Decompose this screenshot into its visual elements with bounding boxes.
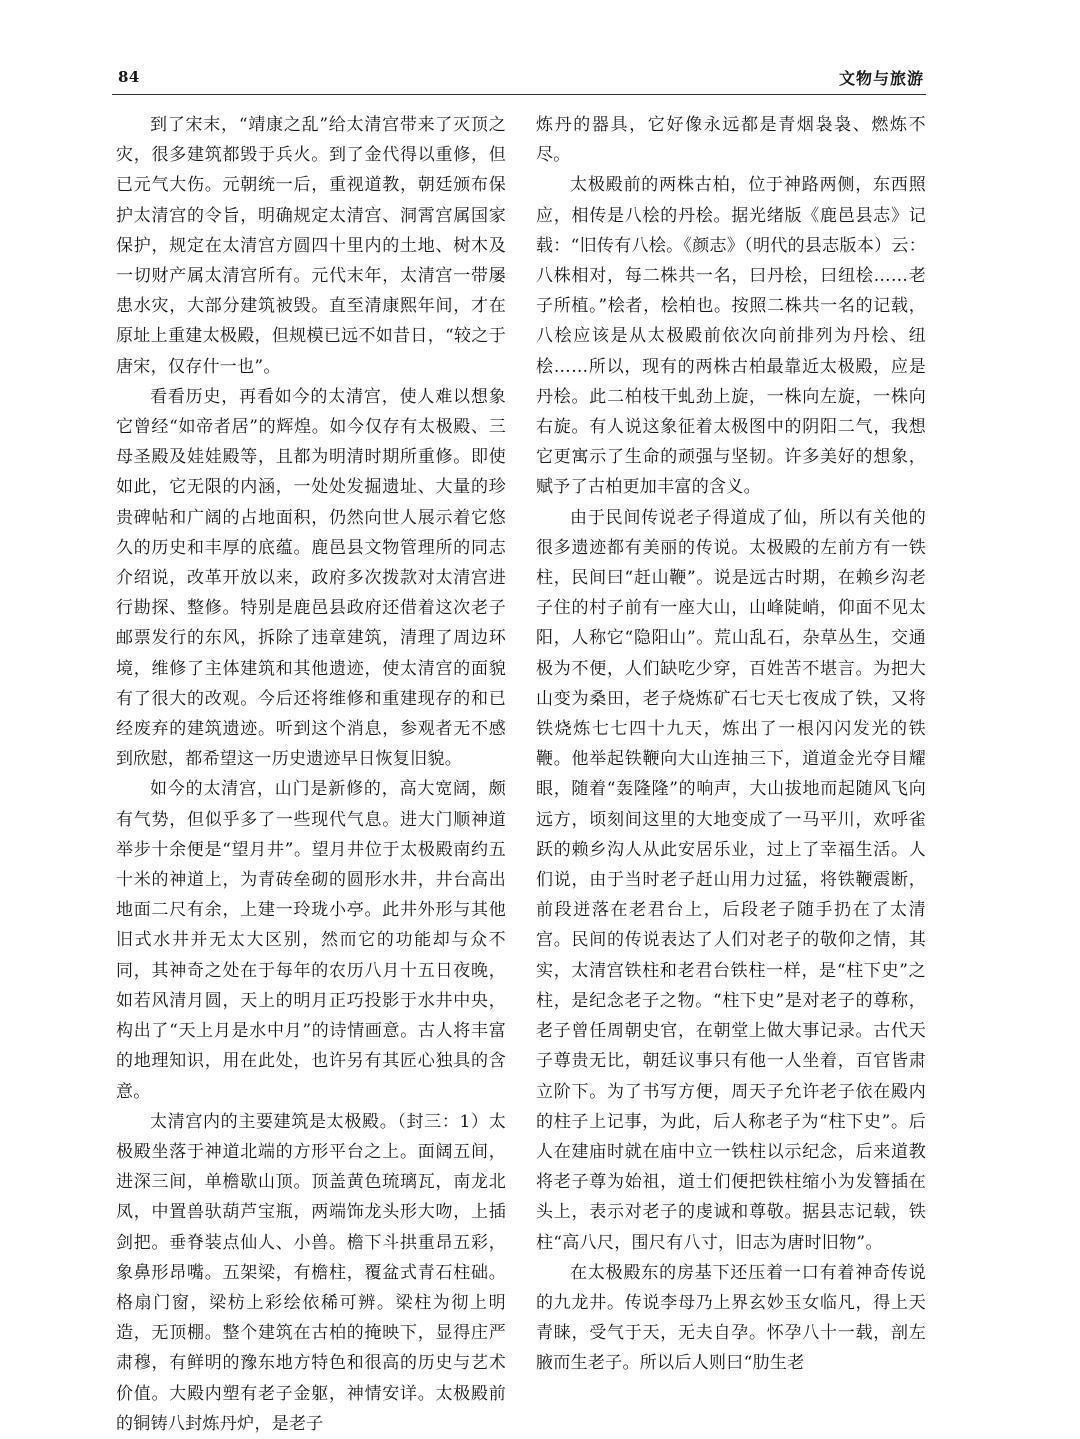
paragraph: 由于民间传说老子得道成了仙，所以有关他的很多遗迹都有美丽的传说。太极殿的左前方有一铁柱，民间曰“赶山鞭”。说是远古时期，在赖乡沟老子住的村子前有一座大山，山峰陡峭，仰面不见太阳，人称它“隐阳山”。荒山乱石，杂草丛生，交通极为不便，人们缺吃少穿，百姓苦不堪言。为把大山变为桑田，老子烧炼矿石七天七夜成了铁，又将铁烧炼七七四十九天，炼出了一根闪闪发光的铁鞭。他举起铁鞭向大山连抽三下，道道金光夺目耀眼，随着“轰隆隆”的响声，大山拔地而起随风飞向远方，顷刻间这里的大地变成了一马平川，欢呼雀跃的赖乡沟人从此安居乐业，过上了幸福生活。人们说，由于当时老子赶山用力过猛，将铁鞭震断，前段迸落在老君台上，后段老子随手扔在了太清宫。民间的传说表达了人们对老子的敬仰之情，其实，太清宫铁柱和老君台铁柱一样，是“柱下史”之柱，是纪念老子之物。“柱下史”是对老子的尊称，老子曾任周朝史官，在朝堂上做大事记录。古代天子尊贵无比，朝廷议事只有他一人坐着，百官皆肃立阶下。为了书写方便，周天子允许老子依在殿内的柱子上记事，为此，后人称老子为“柱下史”。后人在建庙时就在庙中立一铁柱以示纪念，后来道教将老子尊为始祖，道士们便把铁柱缩小为发簪插在头上，表示对老子的虔诚和尊敬。据县志记载，铁柱“高八尺，围尺有八寸，旧志为唐时旧物”。 xyxy=(536,507,926,1253)
left-column xyxy=(116,110,506,1439)
page-number: 84 xyxy=(118,68,140,86)
paragraph: 在太极殿东的房基下还压着一口有着神奇传说的九龙井。传说李母乃上界玄妙玉女临凡，得上天青睐，受气于天，无夫自孕。怀孕八十一载，剖左腋而生老子。所以后人则曰“肋生老 xyxy=(536,1262,926,1374)
paragraph: 炼丹的器具，它好像永远都是青烟袅袅、燃炼不尽。 xyxy=(536,115,926,166)
paragraph: 太极殿前的两株古柏，位于神路两侧，东西照应，相传是八桧的丹桧。据光绪版《鹿邑县志》记载：“旧传有八桧。《颜志》（明代的县志版本）云：八株相对，每二株共一名，曰丹桧，曰纽桧……老子所植。”桧者，桧柏也。按照二株共一名的记载，八桧应该是从太极殿前依次向前排列为丹桧、纽桧……所以，现有的两株古柏最靠近太极殿，应是丹桧。此二柏枝干虬劲上旋，一株向左旋，一株向右旋。有人说这象征着太极图中的阴阳二气，我想它更寓示了生命的顽强与坚韧。许多美好的想象，赋予了古柏更加丰富的含义。 xyxy=(536,175,926,498)
right-column xyxy=(536,110,926,1379)
paragraph: 到了宋末，“靖康之乱”给太清宫带来了灭顶之灾，很多建筑都毁于兵火。到了金代得以重修，但已元气大伤。元朝统一后，重视道教，朝廷颁布保护太清宫的令旨，明确规定太清宫、洞霄宫属国家保护，规定在太清宫方圆四十里内的土地、树木及一切财产属太清宫所有。元代末年，太清宫一带屡患水灾，大部分建筑被毁。直至清康熙年间，才在原址上重建太极殿，但规模已远不如昔日，“较之于唐宋，仅存什一也”。 xyxy=(116,115,506,377)
paragraph: 如今的太清宫，山门是新修的，高大宽阔，颇有气势，但似乎多了一些现代气息。进大门顺神道举步十余便是“望月井”。望月井位于太极殿南约五十米的神道上，为青砖垒砌的圆形水井，井台高出地面二尺有余，上建一玲珑小亭。此井外形与其他旧式水井并无太大区别，然而它的功能却与众不同，其神奇之处在于每年的农历八月十五日夜晚，如若风清月圆，天上的明月正巧投影于水井中央，构出了“天上月是水中月”的诗情画意。古人将丰富的地理知识，用在此处，也许另有其匠心独具的含意。 xyxy=(116,779,506,1102)
paragraph: 看看历史，再看如今的太清宫，使人难以想象它曾经“如帝者居”的辉煌。如今仅存有太极殿、三母圣殿及娃娃殿等，且都为明清时期所重修。即使如此，它无限的内涵，一处处发掘遗址、大量的珍贵碑帖和广阔的占地面积，仍然向世人展示着它悠久的历史和丰厚的底蕴。鹿邑县文物管理所的同志介绍说，改革开放以来，政府多次拨款对太清宫进行勘探、整修。特别是鹿邑县政府还借着这次老子邮票发行的东风，拆除了违章建筑，清理了周边环境，维修了主体建筑和其他遗迹，使太清宫的面貌有了很大的改观。今后还将维修和重建现存的和已经废弃的建筑遗迹。听到这个消息，参观者无不感到欣慰，都希望这一历史遗迹早日恢复旧貌。 xyxy=(116,386,506,770)
journal-title: 文物与旅游 xyxy=(838,69,924,88)
page-header xyxy=(112,62,926,92)
paragraph: 太清宫内的主要建筑是太极殿。（封三：1）太极殿坐落于神道北端的方形平台之上。面阔五间，进深三间，单檐歇山顶。顶盖黄色琉璃瓦，南龙北凤，中置兽驮葫芦宝瓶，两端饰龙头形大吻，上插剑把。垂脊装点仙人、小兽。檐下斗拱重昂五彩，象鼻形昂嘴。五架梁，有檐柱，覆盆式青石柱础。格扇门窗，梁枋上彩绘依稀可辨。梁柱为彻上明造，无顶棚。整个建筑在古柏的掩映下，显得庄严肃穆，有鲜明的豫东地方特色和很高的历史与艺术价值。大殿内塑有老子金躯，神情安详。太极殿前的铜铸八封炼丹炉，是老子 xyxy=(116,1111,506,1434)
header-rule xyxy=(112,94,926,95)
